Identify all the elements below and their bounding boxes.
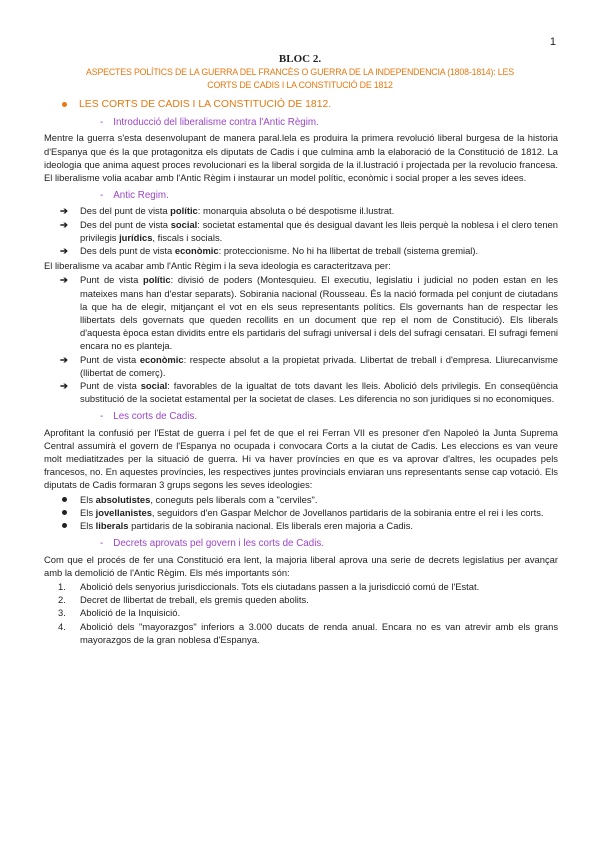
list-item: Els absolutistes, coneguts pels liberals com a "cerviles". — [44, 493, 558, 506]
subsection-heading: - Introducció del liberalisme contra l'Antic Règim. — [100, 117, 319, 129]
arrow-icon: ➔ — [60, 380, 68, 392]
list-item: ➔ Des del punt de vista polític: monarquia absoluta o bé despotisme il.lustrat. — [60, 205, 395, 217]
bullet-icon — [62, 523, 67, 528]
list-item: 2. Decret de llibertat de treball, els gremis queden abolits. — [58, 594, 309, 606]
list-item: Els liberals partidaris de la sobirania nacional. Els liberals eren majoria a Cadis. — [44, 519, 558, 532]
list-item: ➔ Des del punt de vista social: societat estamental que és desigual davant les lleis perquè la noblesa i el clero tenen privilegis jurídics, fiscals i socials. — [60, 218, 558, 243]
arrow-icon: ➔ — [60, 353, 68, 365]
page-number: 1 — [549, 36, 556, 48]
arrow-icon: ➔ — [60, 274, 68, 286]
list-item: ➔ Punt de vista social: favorables de la igualtat de tots davant les lleis. Abolició dels privilegis. En conseqüència substitució de la societat estamental per la societat de clases. Les diferencia no son juridiques si no economiques. — [60, 380, 558, 405]
arrow-icon: ➔ — [60, 218, 68, 230]
arrow-icon: ➔ — [60, 205, 68, 217]
subsection-heading: - Decrets aprovats pel govern i les corts de Cadis. — [100, 538, 324, 550]
bullet-list — [44, 493, 558, 533]
paragraph: El liberalisme va acabar amb l'Antic Règim i la seva ideologia es caracteritzava per: — [44, 260, 391, 272]
paragraph: Aprofitant la confusió per l'Estat de guerra i pel fet de que el rei Ferran VII es presoner d'en Napoleó la Junta Suprema Central assumirà el govern de l'Espanya no ocupada i convocara Corts a la ciutat de Cadis. Les eleccions es van veure molt mediatitzades per la situació de guerra. Hi va haver províncies en que es va aprovar d'altres, les ocupades pels francesos, no. En aquestes províncies, les respectives juntes provincials enviaran uns representants sense cap votació. Els diputats de Cadis formaran 3 grups segons les seves ideologies: — [44, 426, 558, 491]
section-title: LES CORTS DE CADIS I LA CONSTITUCIÓ DE 1812. — [62, 98, 558, 111]
list-item: 1. Abolició dels senyorius jurisdiccionals. Tots els ciutadans passen a la jurisdicció comú de l'Estat. — [58, 580, 480, 592]
paragraph: Com que el procés de fer una Constitució era lent, la majoria liberal aprova una serie de decrets legislatius per avançar amb la demolició de l'Antic Règim. Els més importants són: — [44, 553, 558, 578]
subsection-heading: - Antic Regim. — [100, 190, 169, 202]
numbered-list — [44, 580, 558, 646]
list-item: 3. Abolició de la Inquisició. — [58, 607, 181, 619]
bullet-dot-icon — [62, 102, 67, 107]
bloc-title: BLOC 2. — [278, 53, 322, 65]
arrow-list — [44, 273, 558, 405]
bullet-icon — [62, 497, 67, 502]
list-item: 4. Abolició dels "mayorazgos" inferiors a 3.000 ducats de renda anual. Encara no es van atrevir amb els grans mayorazgos de la gran noblesa d'Espanya. — [58, 620, 558, 645]
list-item: Els jovellanistes, seguidors d'en Gaspar Melchor de Jovellanos partidaris de la sobirania entre el rei i les corts. — [44, 506, 558, 519]
arrow-list — [44, 204, 558, 257]
arrow-icon: ➔ — [60, 245, 68, 257]
subsection-heading: - Les corts de Cadis. — [100, 411, 198, 423]
document-body — [44, 98, 558, 648]
list-item: ➔ Des dels punt de vista econòmic: proteccionisme. No hi ha llibertat de treball (sistema gremial). — [60, 245, 479, 257]
document-subtitle: ASPECTES POLÍTICS DE LA GUERRA DEL FRANCÈS O GUERRA DE LA INDEPENDENCIA (1808-1814): LES CORTS DE CADIS I LA CONSTITUCIÓ DE 1812 — [86, 67, 514, 91]
list-item: ➔ Punt de vista polític: divisió de poders (Montesquieu. El executiu, legislatiu i judicial no poden estan en les mateixes mans han d'estar separats). Sobirania nacional (Rousseau. És la nació formada pel conjunt de ciutadans la que ha de elegir, mitjançant el vot en els seus representants polítics. Els governants han de respectar les llibertats dels governats que queden recollits en un document que rep el nom de Constitució). Els liberals d'aquesta època estan dividits entre els partidaris del sufragi universal i dels del sufragi censatari. El sufragi femeni encara no es planteja. — [60, 274, 558, 352]
bullet-icon — [62, 510, 67, 515]
list-item: ➔ Punt de vista econòmic: respecte absolut a la propietat privada. Llibertat de treball i d'empresa. Lliurecanvisme (llibertat de comerç). — [60, 353, 558, 378]
paragraph: Mentre la guerra s'esta desenvolupant de manera paral.lela es produira la primera revolució liberal burgesa de la historia d'Espanya que és la que protagonitza els diputats de Cadis i que culmina amb la elaboració de la Constitució de 1812. La ideologia que anima aquest proces revolucionari es la liberal sorgida de la il.lustració i projectada per la revolucio francesa. El liberalisme volia acabar amb l'Antic Règim i instaurar un model polític, econòmic i social proper a les seves idees. — [44, 132, 558, 184]
